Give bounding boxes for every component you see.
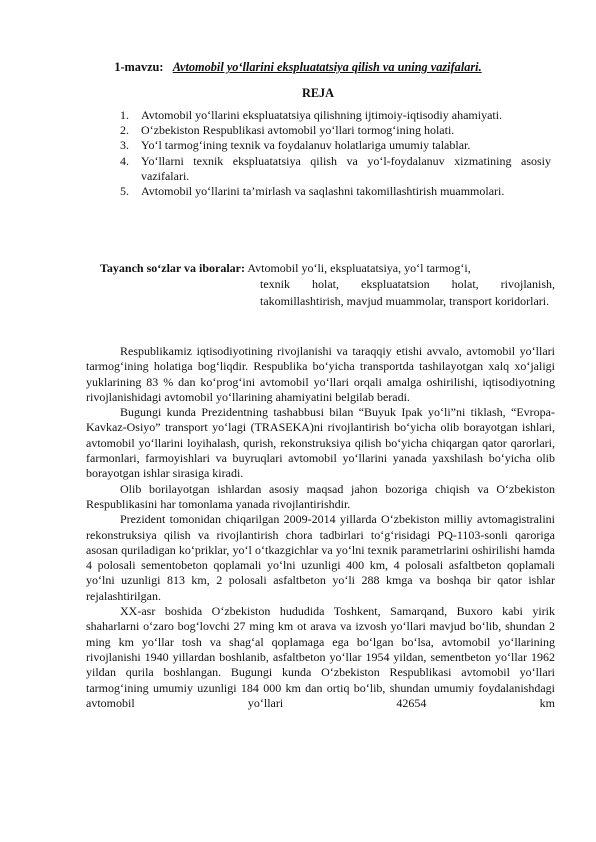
plan-item-text: Yo‘llarni texnik ekspluatatsiya qilish va yo‘l-foydalanuv xizmatining asosiy vazifalari. xyxy=(141,153,551,183)
plan-item-number: 5. xyxy=(120,184,129,199)
plan-item-number: 4. xyxy=(120,153,129,168)
keywords-block xyxy=(100,260,555,309)
plan-item-number: 1. xyxy=(120,108,129,122)
title-topic: Avtomobil yo‘llarini ekspluatatsiya qilish va uning vazifalari. xyxy=(172,60,482,74)
paragraph: Bugungi kunda Prezidentning tashabbusi bilan “Buyuk Ipak yo‘li”ni tiklash, “Evropa-Kavkaz-Osiyo” transport yo‘lagi (TRASEKA)ni rivojlantirish bo‘yicha olib borayotgan ishlari, avtomobil yo‘llarini loyihalash, qurish, rekonstruksiya qilish bo‘yicha chiqargan qator qarorlari, farmonlari, farmoyishlari va buyruqlari avtomobil yo‘llarini yanada yaxshilash bo‘yicha olib borayotgan ishlar sirasiga kiradi. xyxy=(86,405,555,481)
lecture-title xyxy=(0,60,596,75)
plan-heading: REJA xyxy=(301,86,335,100)
body-text xyxy=(86,344,555,711)
keywords-label: Tayanch so‘zlar va iboralar: xyxy=(100,261,246,275)
title-prefix: 1-mavzu: xyxy=(114,60,164,74)
plan-item-text: Yo‘l tarmog‘ining texnik va foydalanuv holatlariga umumiy talablar. xyxy=(141,138,471,153)
paragraph: Respublikamiz iqtisodiyotining rivojlanishi va taraqqiy etishi avvalo, avtomobil yo‘llari tarmog‘ining holatiga bog‘liqdir. Respublika bo‘yicha transportda tashilayotgan xalq xo‘jaligi yuklarining 83 % dan ko‘prog‘ini avtomobil yo‘llari orqali amalga oshirilishi, iqtisodiyotning rivojlanishidagi avtomobil yo‘llarining ahamiyatini belgilab beradi. xyxy=(86,344,555,404)
plan-item xyxy=(120,184,551,199)
plan-item xyxy=(120,138,551,153)
plan-item xyxy=(120,153,551,184)
paragraph: Prezident tomonidan chiqarilgan 2009-2014 yillarda O‘zbekiston milliy avtomagistralini rekonstruksiya qilish va rivojlantirish chora tadbirlari to‘g‘risidagi PQ-1103-sonli qaroriga asosan quriladigan ko‘priklar, yo‘l o‘tkazgichlar va yo‘lni texnik parametrlarini oshirilishi hamda 4 polosali sementobeton qoplamali yo‘lni uzunligi 400 km, 4 polosali asfaltbeton qoplamali yo‘lni uzunligi 813 km, 2 polosali asfaltbeton yo‘li 288 kmga va boshqa bir qator ishlar rejalashtirilgan. xyxy=(86,512,555,603)
paragraph: Olib borilayotgan ishlardan asosiy maqsad jahon bozoriga chiqish va O‘zbekiston Respublikasini har tomonlama yanada rivojlantirishdir. xyxy=(86,481,555,511)
plan-item xyxy=(120,123,551,138)
plan-item-text: Avtomobil yo‘llarini ekspluatatsiya qilishning ijtimoiy-iqtisodiy ahamiyati. xyxy=(141,108,503,122)
plan-item-number: 2. xyxy=(120,123,129,138)
plan-item-text: Avtomobil yo‘llarini ta’mirlash va saqlashni takomillashtirish muammolari. xyxy=(141,184,505,199)
plan-item-number: 3. xyxy=(120,138,129,153)
keywords-first-line: Avtomobil yo‘li, ekspluatatsiya, yo‘l tarmog‘i, xyxy=(247,261,471,275)
plan-list xyxy=(120,108,551,199)
paragraph: XX-asr boshida O‘zbekiston hududida Toshkent, Samarqand, Buxoro kabi yirik shaharlarni o‘zaro bog‘lovchi 27 ming km ot arava va izvosh yo‘llari mavjud bo‘lib, shundan 2 ming km yo‘llar tosh va shag‘al qoplamaga ega bo‘lgan bo‘lsa, avtomobil yo‘llarining rivojlanishi 1940 yillardan boshlanib, asfaltbeton yo‘llar 1954 yildan, sementbeton yo‘llar 1962 yildan qurila boshlangan. Bugungi kunda O‘zbekiston Respublikasi avtomobil yo‘llari tarmog‘ining umumiy uzunligi 184 000 km dan ortiq bo‘lib, shundan umumiy foydalanishdagi avtomobil yo‘llari 42654 km xyxy=(86,604,555,710)
plan-item xyxy=(120,108,551,123)
plan-item-text: O‘zbekiston Respublikasi avtomobil yo‘llari tormog‘ining holati. xyxy=(141,123,455,138)
keywords-rest: texnik holat, ekspluatatsion holat, rivojlanish, takomillashtirish, mavjud muammolar, transport koridorlari. xyxy=(260,277,555,308)
